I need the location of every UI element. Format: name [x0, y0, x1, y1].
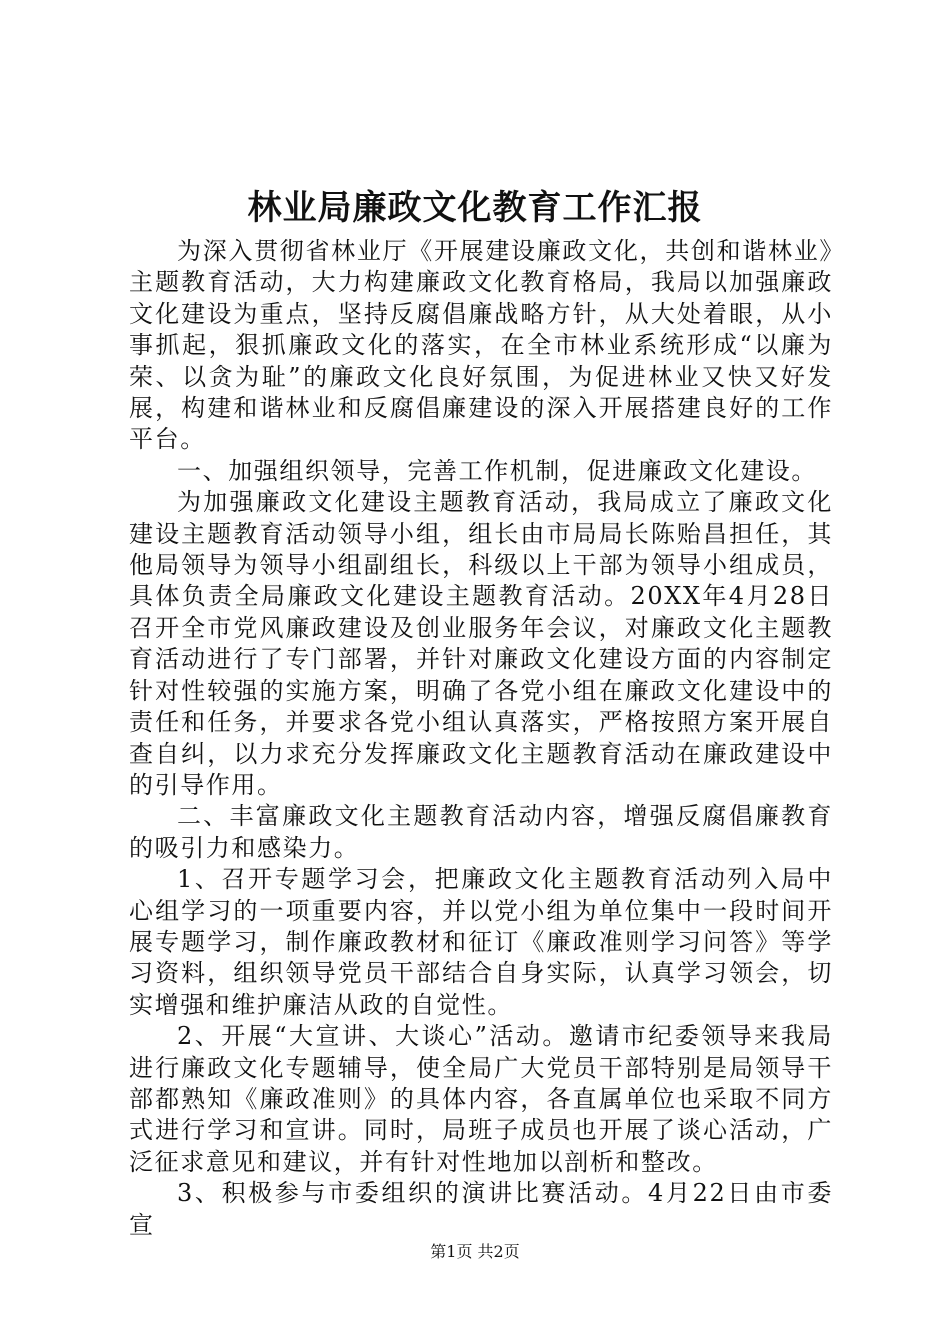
item-2-paragraph: 2、开展“大宣讲、大谈心”活动。邀请市纪委领导来我局进行廉政文化专题辅导，使全局广大党员干部特别是局领导干部都熟知《廉政准则》的具体内容，各直属单位也采取不同方式进行学习和宣讲。同时，局班子成员也开展了谈心活动，广泛征求意见和建议，并有针对性地加以剖析和整改。 — [129, 1022, 833, 1176]
document-body — [129, 236, 833, 1241]
item-1-paragraph: 1、召开专题学习会，把廉政文化主题教育活动列入局中心组学习的一项重要内容，并以党小组为单位集中一段时间开展专题学习，制作廉政教材和征订《廉政准则学习问答》等学习资料，组织领导党员干部结合自身实际，认真学习领会，切实增强和维护廉洁从政的自觉性。 — [129, 865, 833, 1019]
section-heading-2: 二、丰富廉政文化主题教育活动内容，增强反腐倡廉教育的吸引力和感染力。 — [129, 802, 833, 862]
section-1-paragraph: 为加强廉政文化建设主题教育活动，我局成立了廉政文化建设主题教育活动领导小组，组长由市局局长陈贻昌担任，其他局领导为领导小组副组长，科级以上干部为领导小组成员，具体负责全局廉政文化建设主题教育活动。20XX年4月28日召开全市党风廉政建设及创业服务年会议，对廉政文化主题教育活动进行了专门部署，并针对廉政文化建设方面的内容制定针对性较强的实施方案，明确了各党小组在廉政文化建设中的责任和任务，并要求各党小组认真落实，严格按照方案开展自查自纠，以力求充分发挥廉政文化主题教育活动在廉政建设中的引导作用。 — [129, 488, 833, 799]
item-3-paragraph: 3、积极参与市委组织的演讲比赛活动。4月22日由市委宣 — [129, 1179, 833, 1239]
document-title: 林业局廉政文化教育工作汇报 — [247, 188, 703, 228]
section-heading-1: 一、加强组织领导，完善工作机制，促进廉政文化建设。 — [177, 456, 817, 485]
page-footer: 第1页 共2页 — [430, 1242, 520, 1261]
intro-paragraph: 为深入贯彻省林业厅《开展建设廉政文化，共创和谐林业》主题教育活动，大力构建廉政文化教育格局，我局以加强廉政文化建设为重点，坚持反腐倡廉战略方针，从大处着眼，从小事抓起，狠抓廉政文化的落实，在全市林业系统形成“以廉为荣、以贪为耻”的廉政文化良好氛围，为促进林业又快又好发展，构建和谐林业和反腐倡廉建设的深入开展搭建良好的工作平台。 — [129, 237, 833, 454]
